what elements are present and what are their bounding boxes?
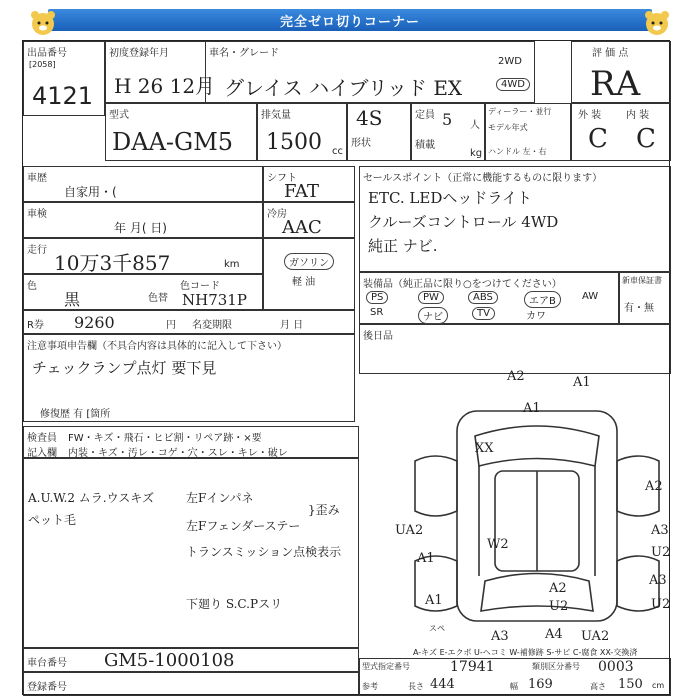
model-label: 車名・グレード <box>209 48 279 59</box>
inspector-cell <box>23 426 359 458</box>
seats-value: 5 <box>442 110 453 129</box>
first-reg-value: H 26 12月 <box>114 74 216 98</box>
equip-leather: カワ <box>526 311 546 322</box>
use-cell <box>23 166 263 202</box>
equip-sr: SR <box>370 307 384 318</box>
dealer-label: ディーラー・並行 <box>488 107 552 116</box>
mark: スペ <box>429 624 445 633</box>
shape-label: 形状 <box>351 138 371 149</box>
shift-label: シフト <box>267 173 297 184</box>
model-cell <box>205 41 535 103</box>
height-label: 高さ <box>590 682 606 691</box>
int-value: C <box>636 124 656 154</box>
lot-sub: [2058] <box>29 60 56 69</box>
inspector-label-1: 検査員 <box>27 433 57 444</box>
shift-cell <box>263 166 355 202</box>
equipment-cell <box>359 272 619 324</box>
load-label: 積載 <box>415 140 435 151</box>
mark: A1 <box>573 375 591 390</box>
drive-2wd: 2WD <box>498 56 522 67</box>
inspection-cell <box>23 202 263 238</box>
type-designation-label: 型式指定番号 <box>362 662 410 671</box>
banner-title: 完全ゼロ切りコーナー <box>279 14 420 30</box>
mileage-value: 10万3千857 <box>54 251 171 275</box>
remarks-left-1: A.U.W.2 ムラ.ウスキズ <box>28 491 155 505</box>
remarks-bracket: }歪み <box>308 503 340 517</box>
type-designation-value: 17941 <box>450 659 495 675</box>
displacement-cell <box>257 103 347 161</box>
grade-value: RA <box>590 64 641 104</box>
chassis-cell <box>23 648 359 672</box>
recycle-cell <box>23 310 355 334</box>
equip-airbag: エアB <box>524 291 561 308</box>
inspector-label-2: 記入欄 <box>27 448 57 459</box>
first-reg-label: 初度登録年月 <box>109 48 169 59</box>
mark: A3 <box>649 573 667 588</box>
use-label: 車歴 <box>27 173 47 184</box>
lot-label: 出品番号 <box>27 48 67 59</box>
shift-value: FAT <box>284 181 319 202</box>
equipment-label: 装備品（純正品に限り○をつけてください） <box>363 279 562 290</box>
mark: A1 <box>425 593 443 608</box>
category-value: 0003 <box>598 659 634 675</box>
notes-label: 注意事項申告欄（不具合内容は具体的に記入して下さい） <box>27 341 287 352</box>
ext-value: C <box>588 124 608 154</box>
warranty-label: 新車保証書 <box>622 276 662 285</box>
chassis-label: 車台番号 <box>27 658 67 669</box>
seats-label: 定員 <box>415 110 435 121</box>
displacement-label: 排気量 <box>261 110 291 121</box>
registration-label: 登録番号 <box>27 682 67 693</box>
later-items-label: 後日品 <box>363 331 393 342</box>
name-change-label: 名変期限 <box>192 320 232 331</box>
equip-aw: AW <box>582 291 599 302</box>
damage-legend: A-キズ E-エクボ U-ヘコミ W-補修跡 S-サビ C-腐食 XX-交換済 <box>413 648 638 657</box>
height-value: 150 <box>618 677 643 692</box>
lot-cell <box>23 41 105 116</box>
reference-label: 参考 <box>362 682 378 691</box>
remarks-right-2: 左Fフェンダーステー <box>186 519 301 533</box>
notes-value: チェックランプ点灯 要下見 <box>32 359 217 377</box>
mark: XX <box>475 441 494 456</box>
fuel-diesel: 軽 油 <box>292 277 316 288</box>
mark: A4 <box>545 627 563 642</box>
remarks-right-3: トランスミッション点検表示 <box>186 545 342 559</box>
remarks-right-4: 下廻り S.C.Pスリ <box>186 597 283 611</box>
bear-mascot-icon <box>642 8 672 38</box>
ac-cell <box>263 202 355 238</box>
fuel-cell <box>263 238 355 310</box>
first-reg-cell <box>105 41 216 103</box>
name-change-value: 月 日 <box>280 320 304 331</box>
ac-label: 冷房 <box>267 209 287 220</box>
mileage-label: 走行 <box>27 245 47 256</box>
mileage-cell <box>23 238 263 274</box>
length-label: 長さ <box>408 682 424 691</box>
model-value: グレイス ハイブリッド EX <box>224 76 463 100</box>
color-cell <box>23 274 263 310</box>
remarks-left-2: ペット毛 <box>28 513 77 527</box>
color-change-label: 色替 <box>148 293 168 304</box>
sales-line-2: クルーズコントロール 4WD <box>368 213 559 231</box>
recycle-value: 9260 <box>74 313 115 332</box>
repair-label: 修復歴 有 [箇所 <box>40 409 111 420</box>
sales-cell <box>359 166 671 272</box>
type-value: DAA-GM5 <box>112 128 234 156</box>
mark: U2 <box>651 545 671 560</box>
banner <box>8 6 692 34</box>
dealer-cell <box>485 103 571 161</box>
int-label: 内 装 <box>626 110 650 121</box>
warranty-value: 有・無 <box>624 303 654 314</box>
model-year-label: モデル年式 <box>488 123 528 132</box>
mark: A1 <box>523 401 541 416</box>
color-value: 黒 <box>64 290 81 309</box>
shape-cell <box>347 103 411 161</box>
type-label: 型式 <box>109 110 129 121</box>
equip-navi: ナビ <box>418 307 448 324</box>
mark: U2 <box>651 597 671 612</box>
bear-mascot-icon <box>28 8 58 38</box>
recycle-label: R券 <box>27 320 44 331</box>
lot-number: 4121 <box>32 82 94 110</box>
ac-value: AAC <box>282 217 322 238</box>
mark: A1 <box>417 551 435 566</box>
chassis-value: GM5-1000108 <box>104 650 235 671</box>
mark: U2 <box>549 599 569 614</box>
mark: W2 <box>487 537 509 552</box>
ext-label: 外 装 <box>578 110 602 121</box>
use-value: 自家用・( <box>64 185 117 199</box>
remarks-cell <box>23 458 359 648</box>
color-label: 色 <box>27 281 37 292</box>
mark: A3 <box>491 629 509 644</box>
kg-unit: kg <box>470 148 483 159</box>
notes-cell <box>23 334 355 422</box>
displacement-value: 1500 <box>266 130 322 155</box>
equip-pw: PW <box>418 291 444 304</box>
yen-unit: 円 <box>166 320 176 331</box>
km-unit: km <box>224 259 240 270</box>
width-value: 169 <box>528 677 553 692</box>
fuel-gas: ガソリン <box>284 253 334 270</box>
equip-tv: TV <box>472 307 495 320</box>
mark: A2 <box>507 369 525 384</box>
type-cell <box>105 103 257 161</box>
inspection-value: 年 月( 日) <box>114 221 167 235</box>
dimension-cell <box>359 658 671 696</box>
sales-line-3: 純正 ナビ. <box>368 237 438 255</box>
sales-label: セールスポイント（正常に機能するものに限ります） <box>363 173 603 184</box>
ext-int-cell <box>571 103 671 161</box>
sales-line-1: ETC. LEDヘッドライト <box>368 189 532 207</box>
mark: UA2 <box>395 523 424 538</box>
mark: A3 <box>651 523 669 538</box>
inspection-label: 車検 <box>27 209 47 220</box>
grade-label: 評 価 点 <box>592 48 629 59</box>
damage-diagram <box>395 361 671 651</box>
length-value: 444 <box>430 677 455 692</box>
mark: UA2 <box>581 629 610 644</box>
seats-cell <box>411 103 485 161</box>
mark: A2 <box>645 479 663 494</box>
equip-abs: ABS <box>468 291 498 304</box>
width-label: 幅 <box>510 682 518 691</box>
color-code-label: 色コード <box>180 281 220 292</box>
category-label: 類別区分番号 <box>532 662 580 671</box>
cm-unit: cm <box>652 681 665 690</box>
color-code-value: NH731P <box>182 291 247 309</box>
cc-unit: cc <box>332 146 343 157</box>
drive-4wd: 4WD <box>496 78 530 91</box>
mark: A2 <box>549 581 567 596</box>
shape-value: 4S <box>356 106 383 130</box>
equip-ps: PS <box>366 291 388 304</box>
person-unit: 人 <box>470 120 480 131</box>
inspector-row-1: FW・キズ・飛石・ヒビ割・リペア跡・×要 <box>68 433 262 444</box>
grade-cell <box>571 41 671 103</box>
handle-label: ハンドル 左・右 <box>488 147 547 156</box>
remarks-right-1: 左Fインパネ <box>186 491 254 505</box>
warranty-cell <box>619 272 671 324</box>
registration-cell <box>23 672 359 696</box>
inspector-row-2: 内装・キズ・汚レ・コゲ・穴・スレ・キレ・破レ <box>68 448 288 459</box>
auction-sheet <box>22 40 670 695</box>
